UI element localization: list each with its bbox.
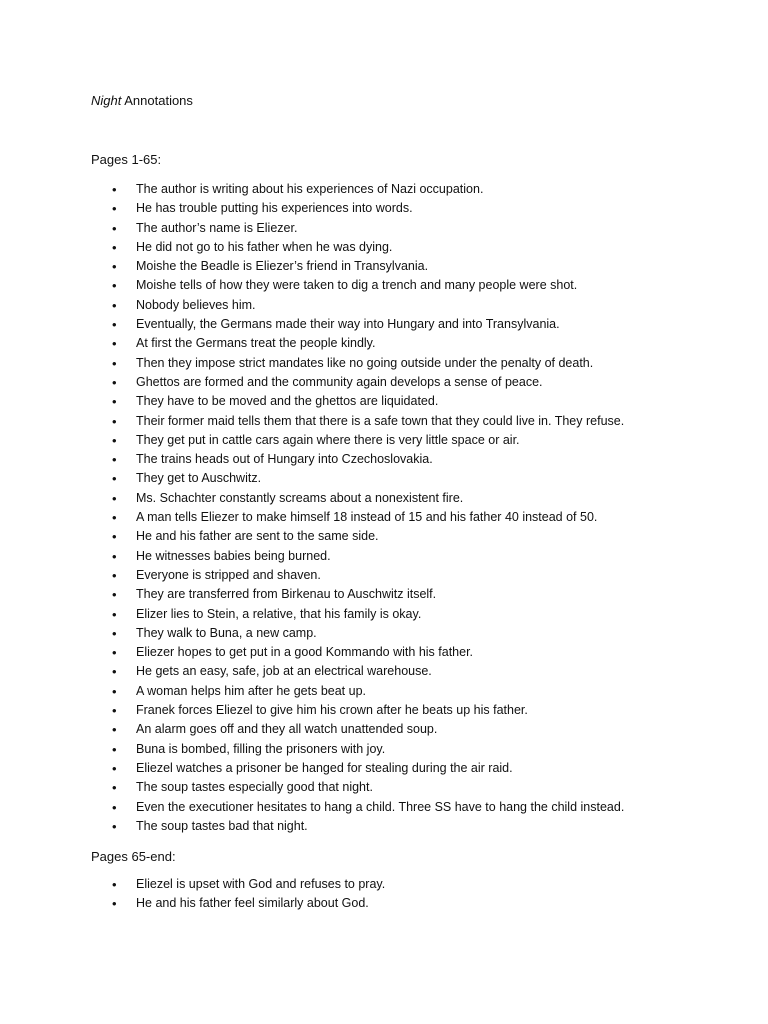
- list-item-text: Eventually, the Germans made their way into Hungary and into Transylvania.: [136, 317, 560, 332]
- list-item-text: The author’s name is Eliezer.: [136, 220, 298, 235]
- list-item: [0, 354, 768, 373]
- list-item: [0, 334, 768, 353]
- list-item: [0, 219, 768, 238]
- bullet-glyph: •: [112, 220, 117, 236]
- list-item: [0, 894, 768, 913]
- list-item-text: He and his father are sent to the same side.: [136, 529, 379, 544]
- list-item-text: They get to Auschwitz.: [136, 471, 262, 486]
- list-item-text: Eliezer hopes to get put in a good Kommando with his father.: [136, 645, 474, 660]
- list-item: [0, 431, 768, 450]
- list-item-text: He gets an easy, safe, job at an electrical warehouse.: [136, 664, 432, 679]
- list-item-text: The soup tastes especially good that night.: [136, 780, 373, 795]
- list-item: [0, 373, 768, 392]
- list-item: [0, 199, 768, 218]
- list-item: [0, 450, 768, 469]
- list-item: [0, 798, 768, 817]
- list-item: [0, 740, 768, 759]
- bullet-glyph: •: [112, 722, 117, 738]
- list-item: [0, 875, 768, 894]
- list-item: [0, 489, 768, 508]
- list-item: [0, 296, 768, 315]
- list-item-text: Everyone is stripped and shaven.: [136, 567, 321, 582]
- list-item-text: The author is writing about his experiences of Nazi occupation.: [136, 182, 484, 196]
- list-item-text: Moishe the Beadle is Eliezer’s friend in Transylvania.: [136, 259, 429, 274]
- title-italic: Night: [91, 93, 122, 108]
- list-item: [0, 276, 768, 295]
- list-item-text: They walk to Buna, a new camp.: [136, 625, 317, 640]
- list-item-text: They get put in cattle cars again where there is very little space or air.: [136, 432, 520, 447]
- list-item-text: The soup tastes bad that night.: [136, 818, 308, 833]
- bullet-glyph: •: [112, 587, 117, 603]
- list-item-text: A man tells Eliezer to make himself 18 instead of 15 and his father 40 instead of 50.: [136, 510, 598, 525]
- bullet-glyph: •: [112, 374, 117, 390]
- list-item-text: Even the executioner hesitates to hang a child. Three SS have to hang the child instead.: [136, 799, 625, 814]
- list-item-text: He has trouble putting his experiences into words.: [136, 201, 413, 216]
- list-item-text: An alarm goes off and they all watch unattended soup.: [136, 722, 438, 737]
- list-item-text: Franek forces Eliezel to give him his crown after he beats up his father.: [136, 703, 528, 718]
- bullet-glyph: •: [112, 413, 117, 429]
- bullet-glyph: •: [112, 567, 117, 583]
- list-item: [0, 566, 768, 585]
- bullet-glyph: •: [112, 799, 117, 815]
- list-item: [0, 720, 768, 739]
- bullet-glyph: •: [112, 741, 117, 757]
- section-heading-2: Pages 65-end:: [91, 849, 176, 864]
- list-item: [0, 412, 768, 431]
- bullet-glyph: •: [112, 625, 117, 641]
- list-item-text: A woman helps him after he gets beat up.: [136, 683, 366, 698]
- list-item: [0, 257, 768, 276]
- bullet-list-1: [0, 180, 768, 836]
- list-item-text: Ms. Schachter constantly screams about a nonexistent fire.: [136, 490, 464, 505]
- bullet-glyph: •: [112, 278, 117, 294]
- bullet-glyph: •: [112, 394, 117, 410]
- list-item-text: Their former maid tells them that there is a safe town that they could live in. They refuse.: [136, 413, 625, 428]
- list-item: [0, 315, 768, 334]
- list-item-text: At first the Germans treat the people kindly.: [136, 336, 376, 351]
- list-item-text: The trains heads out of Hungary into Czechoslovakia.: [136, 452, 433, 467]
- bullet-glyph: •: [112, 336, 117, 352]
- bullet-glyph: •: [112, 259, 117, 275]
- bullet-glyph: •: [112, 201, 117, 217]
- bullet-glyph: •: [112, 780, 117, 796]
- bullet-glyph: •: [112, 432, 117, 448]
- bullet-glyph: •: [112, 877, 117, 892]
- bullet-glyph: •: [112, 471, 117, 487]
- list-item-text: Elizer lies to Stein, a relative, that his family is okay.: [136, 606, 422, 621]
- list-item-text: They are transferred from Birkenau to Auschwitz itself.: [136, 587, 437, 602]
- list-item: [0, 759, 768, 778]
- list-item: [0, 624, 768, 643]
- list-item-text: Then they impose strict mandates like no going outside under the penalty of death.: [136, 355, 594, 370]
- list-item: [0, 643, 768, 662]
- list-item: [0, 662, 768, 681]
- bullet-glyph: •: [112, 452, 117, 468]
- bullet-glyph: •: [112, 818, 117, 834]
- bullet-glyph: •: [112, 606, 117, 622]
- list-item-text: Ghettos are formed and the community again develops a sense of peace.: [136, 374, 543, 389]
- bullet-glyph: •: [112, 683, 117, 699]
- list-item-text: Nobody believes him.: [136, 297, 256, 312]
- list-item: [0, 682, 768, 701]
- list-item: [0, 701, 768, 720]
- list-item: [0, 238, 768, 257]
- section-heading-1: Pages 1-65:: [91, 152, 162, 167]
- bullet-list-2: [0, 875, 768, 914]
- bullet-glyph: •: [112, 896, 117, 912]
- list-item: [0, 469, 768, 488]
- list-item-text: He witnesses babies being burned.: [136, 548, 331, 563]
- bullet-glyph: •: [112, 182, 117, 197]
- list-item-text: He and his father feel similarly about God.: [136, 896, 369, 911]
- list-item-text: He did not go to his father when he was dying.: [136, 239, 393, 254]
- bullet-glyph: •: [112, 510, 117, 526]
- list-item: [0, 605, 768, 624]
- bullet-glyph: •: [112, 355, 117, 371]
- list-item-text: Buna is bombed, filling the prisoners with joy.: [136, 741, 386, 756]
- list-item-text: Eliezel is upset with God and refuses to pray.: [136, 877, 386, 891]
- bullet-glyph: •: [112, 297, 117, 313]
- list-item: [0, 547, 768, 566]
- bullet-glyph: •: [112, 548, 117, 564]
- list-item: [0, 392, 768, 411]
- list-item: [0, 527, 768, 546]
- list-item-text: They have to be moved and the ghettos are liquidated.: [136, 394, 439, 409]
- bullet-glyph: •: [112, 645, 117, 661]
- list-item: [0, 508, 768, 527]
- list-item-text: Eliezel watches a prisoner be hanged for stealing during the air raid.: [136, 760, 513, 775]
- bullet-glyph: •: [112, 703, 117, 719]
- list-item: [0, 817, 768, 836]
- list-item-text: Moishe tells of how they were taken to dig a trench and many people were shot.: [136, 278, 578, 293]
- title-rest: Annotations: [121, 93, 193, 108]
- document-title: [91, 92, 193, 110]
- bullet-glyph: •: [112, 239, 117, 255]
- bullet-glyph: •: [112, 490, 117, 506]
- list-item: [0, 180, 768, 199]
- bullet-glyph: •: [112, 760, 117, 776]
- list-item: [0, 585, 768, 604]
- bullet-glyph: •: [112, 317, 117, 333]
- bullet-glyph: •: [112, 664, 117, 680]
- list-item: [0, 778, 768, 797]
- bullet-glyph: •: [112, 529, 117, 545]
